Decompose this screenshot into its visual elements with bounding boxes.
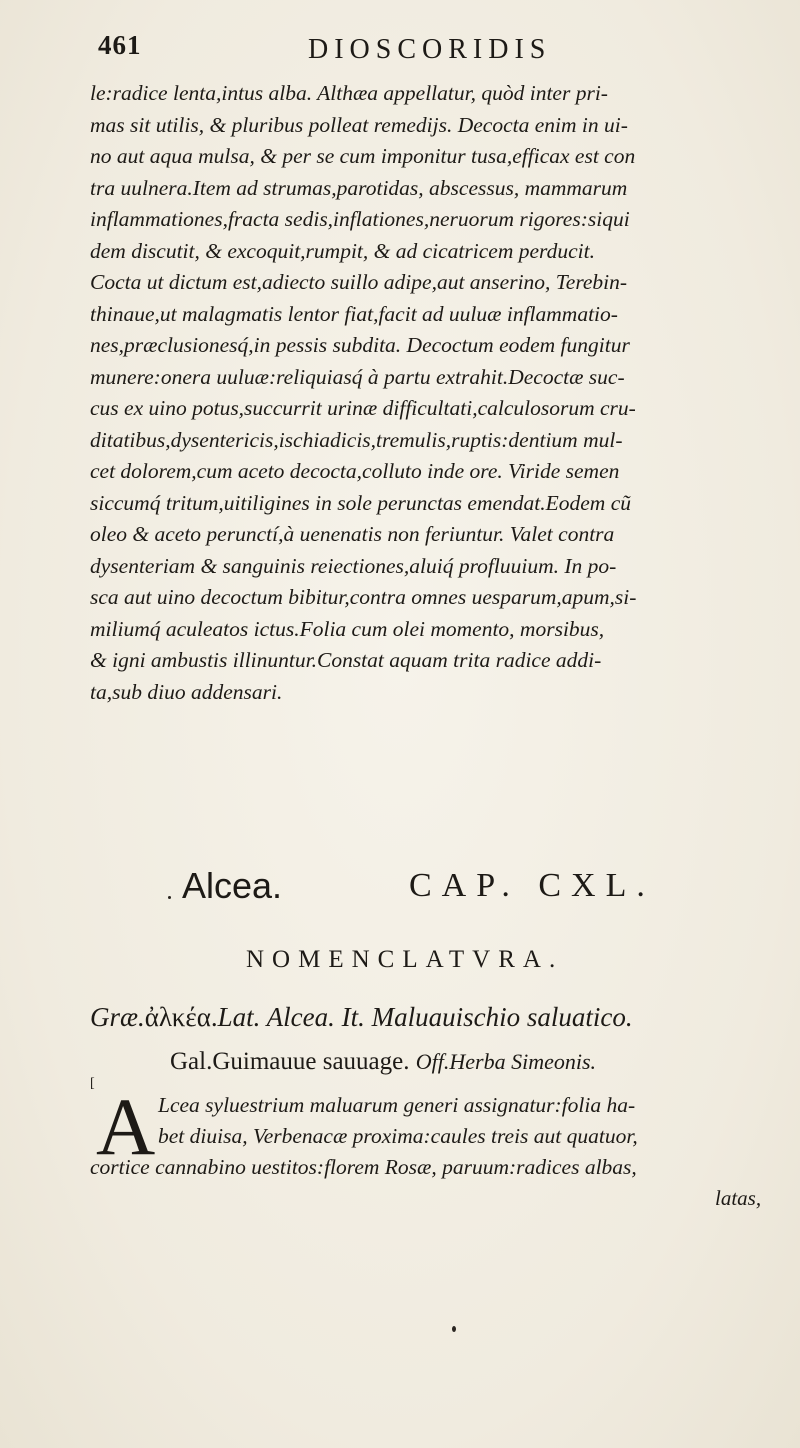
- latin-italian-names: Lat. Alcea. It. Maluauischio saluatico.: [217, 1002, 633, 1032]
- text-line: ditatibus,dysentericis,ischiadicis,tremulis,ruptis:dentium mul-: [90, 427, 623, 452]
- page-number: 461: [98, 30, 142, 60]
- text-line: ta,sub diuo addensari.: [90, 679, 283, 704]
- text-line: nes,præclusionesq́,in pessis subdita. Decoctum eodem fungitur: [90, 333, 630, 357]
- text-line: munere:onera uuluæ:reliquiasq́ à partu extrahit.Decoctæ suc-: [90, 364, 625, 389]
- text-line: tra uulnera.Item ad strumas,parotidas, abscessus, mammarum: [90, 175, 628, 200]
- greek-name: ἀλκέα.: [144, 1002, 218, 1032]
- french-name: Gal.Guimauue sauuage.: [170, 1048, 410, 1075]
- body-text: [90, 78, 790, 708]
- entry-line: cortice cannabino uestitos:florem Rosæ, paruum:radices albas,: [90, 1155, 637, 1179]
- entry-line: Lcea syluestrium maluarum generi assignatur:folia ha-: [158, 1093, 636, 1117]
- text-line: inflammationes,fracta sedis,inflationes,neruorum rigores:siqui: [90, 207, 630, 231]
- text-line: mas sit utilis, & pluribus polleat remedijs. Decocta enim in ui-: [90, 112, 628, 137]
- text-line: sca aut uino decoctum bibitur,contra omnes uesparum,apum,si-: [90, 585, 637, 609]
- paragraph-mark: [: [90, 1076, 95, 1091]
- officinal-name: Off.Herba Simeonis.: [415, 1049, 597, 1074]
- text-line: dem discutit, & excoquit,rumpit, & ad cicatricem perducit.: [90, 238, 595, 263]
- entry-text: [90, 1090, 800, 1183]
- text-line: dysenteriam & sanguinis reiectiones,aluiq́ profluuium. In po-: [90, 553, 617, 578]
- text-line: cus ex uino potus,succurrit urinæ difficultati,calculosorum cru-: [90, 396, 636, 420]
- text-line: no aut aqua mulsa, & per se cum imponitur tusa,efficax est con: [90, 144, 636, 168]
- nomenclatura-heading: NOMENCLATVRA.: [246, 946, 564, 973]
- text-line: cet dolorem,cum aceto decocta,colluto inde ore. Viride semen: [90, 459, 620, 483]
- text-line: le:radice lenta,intus alba. Althæa appellatur, quòd inter pri-: [90, 81, 608, 105]
- ink-speck: [452, 1326, 456, 1332]
- entry-line: bet diuisa, Verbenacæ proxima:caules treis aut quatuor,: [158, 1124, 638, 1148]
- chapter-heading: [0, 865, 800, 915]
- drop-cap: A: [96, 1081, 156, 1172]
- greek-label: Græ.: [90, 1002, 145, 1032]
- ink-speck: [168, 896, 171, 899]
- text-line: & igni ambustis illinuntur.Constat aquam trita radice addi-: [90, 648, 602, 672]
- names-line-1: [90, 1002, 633, 1033]
- chapter-number: CAP. CXL.: [409, 867, 655, 904]
- text-line: thinaue,ut malagmatis lentor fiat,facit ad uuluæ inflammatio-: [90, 301, 618, 326]
- chapter-title: Alcea.: [182, 865, 283, 906]
- text-line: miliumq́ aculeatos ictus.Folia cum olei momento, morsibus,: [90, 616, 605, 641]
- text-line: Cocta ut dictum est,adiecto suillo adipe,aut anserino, Terebin-: [90, 270, 628, 294]
- catchword: latas,: [715, 1186, 762, 1210]
- text-line: oleo & aceto perunctí,à uenenatis non feriuntur. Valet contra: [90, 522, 615, 546]
- running-head: DIOSCORIDIS: [308, 34, 552, 65]
- names-line-2: [170, 1048, 596, 1076]
- text-line: siccumq́ tritum,uitiligines in sole perunctas emendat.Eodem cũ: [90, 490, 631, 515]
